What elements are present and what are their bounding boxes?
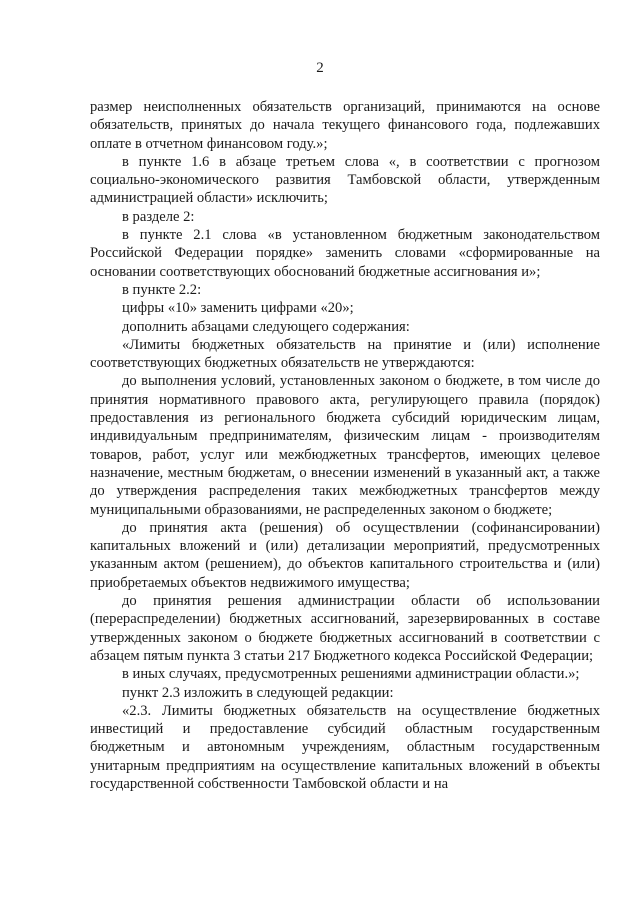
paragraph: «Лимиты бюджетных обязательств на принятие и (или) исполнение соответствующих бюджетных обязательств не утверждаются: bbox=[90, 336, 600, 372]
paragraph: в иных случаях, предусмотренных решениями администрации области.»; bbox=[122, 666, 580, 683]
paragraph: до принятия решения администрации области об использовании (перераспределении) бюджетных ассигнований, зарезервированных в составе утвержденных законом о бюджете бюджетных ассигнований в соответствии с абзацем пятым пункта 3 статьи 217 Бюджетного кодекса Российской Федерации; bbox=[90, 593, 600, 664]
page-number: 2 bbox=[316, 60, 324, 76]
paragraph: размер неисполненных обязательств организаций, принимаются на основе обязательств, принятых до начала текущего финансового года, подлежавших оплате в отчетном финансовом году.»; bbox=[90, 99, 600, 152]
document-body bbox=[90, 98, 600, 793]
paragraph: «2.3. Лимиты бюджетных обязательств на осуществление бюджетных инвестиций и предоставление субсидий областным государственным бюджетным и автономным учреждениям, областным государственным унитарным предприятиям на осуществление капитальных вложений в объекты государственной собственности Тамбовской области и на bbox=[90, 702, 600, 792]
paragraph: до выполнения условий, установленных законом о бюджете, в том числе до принятия нормативного правового акта, регулирующего правила (порядок) предоставления из регионального бюджета субсидий юридическим лицам, индивидуальным предпринимателям, физическим лицам - производителям товаров, работ, услуг или межбюджетных трансфертов, имеющих целевое назначение, местным бюджетам, о внесении изменений в указанный акт, а также до утверждения распределения таких межбюджетных трансфертов между муниципальными образованиями, не распределенных законом о бюджете; bbox=[90, 373, 600, 518]
paragraph: в пункте 2.2: bbox=[122, 281, 202, 298]
paragraph: в пункте 2.1 слова «в установленном бюджетным законодательством Российской Федерации порядке» заменить словами «сформированные на основании соответствующих обоснований бюджетные ассигнования и»; bbox=[90, 227, 600, 280]
paragraph: дополнить абзацами следующего содержания: bbox=[122, 318, 410, 335]
paragraph: пункт 2.3 изложить в следующей редакции: bbox=[122, 684, 394, 701]
paragraph: до принятия акта (решения) об осуществлении (софинансировании) капитальных вложений и (или) детализации мероприятий, предусмотренных указанным актом (решением), до объектов капитального строительства и (или) приобретаемых объектов недвижимого имущества; bbox=[90, 519, 600, 591]
paragraph: в разделе 2: bbox=[122, 208, 195, 225]
paragraph: цифры «10» заменить цифрами «20»; bbox=[122, 300, 354, 317]
paragraph: в пункте 1.6 в абзаце третьем слова «, в соответствии с прогнозом социально-экономического развития Тамбовской области, утвержденным администрацией области» исключить; bbox=[90, 153, 600, 207]
